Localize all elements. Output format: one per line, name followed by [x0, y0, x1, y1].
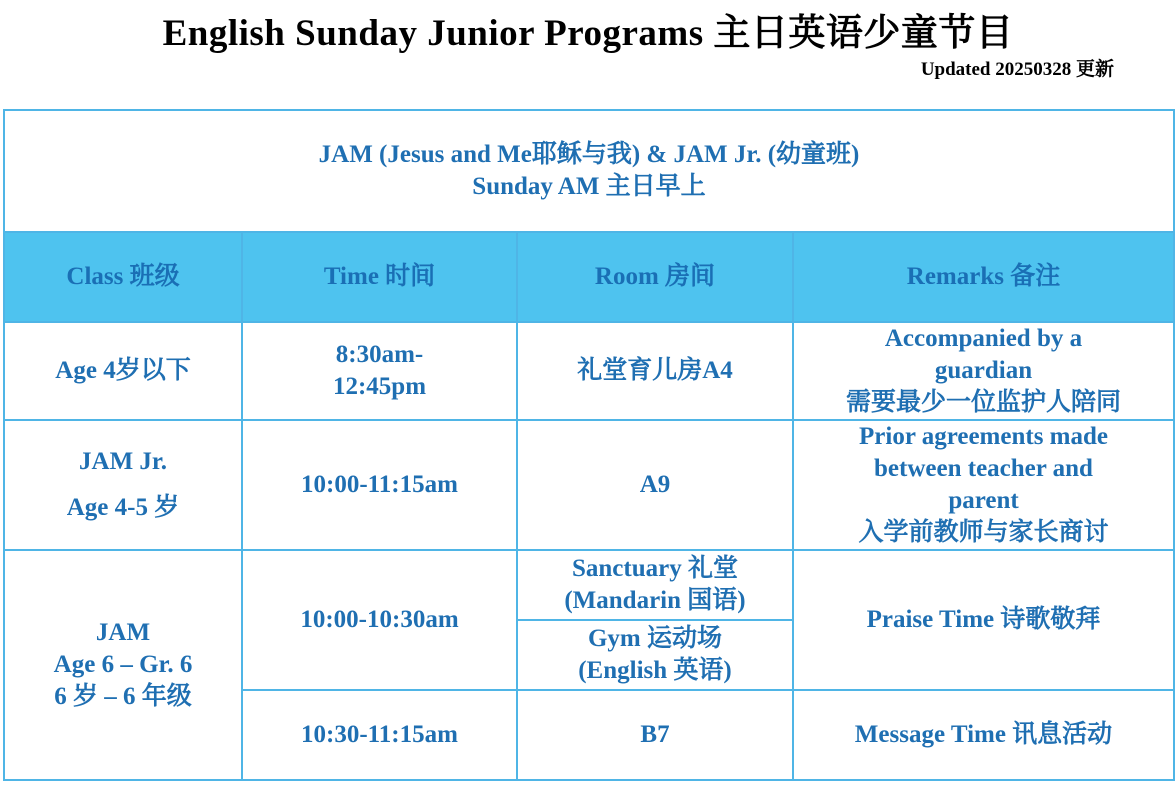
time-start: 8:30am-	[335, 341, 424, 368]
table-row	[4, 322, 1174, 420]
table-row	[4, 420, 1174, 550]
header-class: Class 班级	[4, 232, 242, 322]
room-line: Sanctuary 礼堂	[572, 555, 738, 582]
room-line: (English 英语)	[578, 657, 732, 684]
remarks-line: Accompanied by a	[884, 325, 1083, 352]
room-line: Gym 运动场	[587, 625, 723, 652]
document-title: English Sunday Junior Programs 主日英语少童节目	[162, 13, 1014, 54]
class-cell	[4, 420, 242, 550]
banner-session: Sunday AM 主日早上	[472, 173, 706, 200]
class-age: Age 6 – Gr. 6	[53, 651, 193, 678]
remarks-line: parent	[948, 487, 1019, 514]
room-cell: A9	[517, 420, 793, 550]
class-age: Age 4-5 岁	[66, 494, 180, 521]
class-age-chinese: 6 岁 – 6 年级	[54, 683, 192, 710]
banner-program-title: JAM (Jesus and Me耶稣与我) & JAM Jr. (幼童班)	[318, 141, 860, 168]
room-cell-sanctuary	[517, 550, 793, 620]
remarks-line: Prior agreements made	[859, 423, 1108, 450]
remarks-cell: Praise Time 诗歌敬拜	[793, 550, 1174, 690]
class-label: Age 4岁以下	[55, 357, 191, 384]
remarks-line: 需要最少一位监护人陪同	[845, 389, 1121, 416]
remarks-cell	[793, 420, 1174, 550]
remarks-line: 入学前教师与家长商讨	[858, 519, 1109, 546]
room-cell: 礼堂育儿房A4	[517, 322, 793, 420]
time-cell: 10:00-10:30am	[242, 550, 517, 690]
table-row	[4, 550, 1174, 620]
class-label: JAM Jr.	[79, 448, 167, 475]
remarks-cell: Message Time 讯息活动	[793, 690, 1174, 780]
header-remarks: Remarks 备注	[793, 232, 1174, 322]
room-line: (Mandarin 国语)	[564, 587, 746, 614]
banner-row	[4, 110, 1174, 232]
time-cell: 10:30-11:15am	[242, 690, 517, 780]
header-room: Room 房间	[517, 232, 793, 322]
header-time: Time 时间	[242, 232, 517, 322]
header-row	[4, 232, 1174, 322]
class-label: JAM	[95, 619, 151, 646]
schedule-table	[3, 109, 1175, 781]
time-end: 12:45pm	[332, 373, 427, 400]
class-cell	[4, 322, 242, 420]
remarks-line: between teacher and	[874, 455, 1093, 482]
time-cell: 10:00-11:15am	[242, 420, 517, 550]
time-cell	[242, 322, 517, 420]
room-cell-gym	[517, 620, 793, 690]
class-cell	[4, 550, 242, 780]
room-cell: B7	[517, 690, 793, 780]
remarks-cell	[793, 322, 1174, 420]
banner-cell	[4, 110, 1174, 232]
updated-date: Updated 20250328 更新	[920, 59, 1114, 80]
remarks-line: guardian	[934, 357, 1033, 384]
